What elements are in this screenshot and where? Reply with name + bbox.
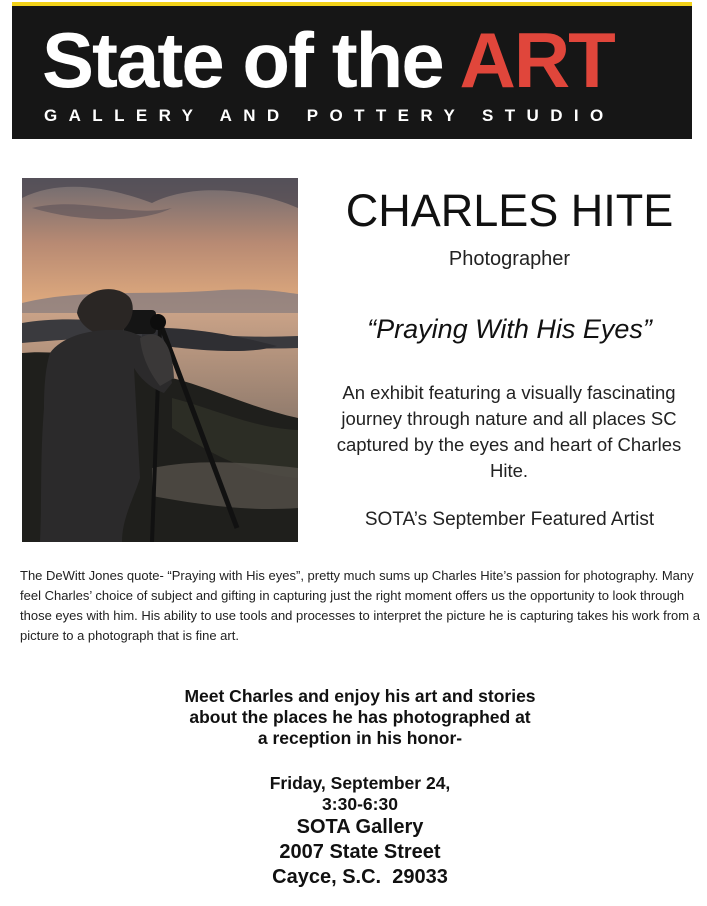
artist-role: Photographer bbox=[448, 248, 571, 270]
gallery-title-accent: ART bbox=[459, 16, 614, 104]
gallery-title-main: State of the bbox=[42, 16, 460, 104]
event-city: Cayce, S.C. 29033 bbox=[272, 866, 448, 888]
event-time: 3:30-6:30 bbox=[322, 794, 398, 814]
artist-name: CHARLES HITE bbox=[345, 185, 674, 236]
gallery-subtitle: GALLERY AND POTTERY STUDIO bbox=[44, 106, 615, 125]
gallery-banner bbox=[12, 6, 692, 139]
event-street: 2007 State Street bbox=[279, 841, 441, 863]
featured-artist-label: SOTA’s September Featured Artist bbox=[364, 509, 655, 530]
event-details bbox=[200, 773, 520, 890]
exhibit-title: “Praying With His Eyes” bbox=[367, 314, 652, 344]
invitation-line: about the places he has photographed at bbox=[189, 707, 531, 727]
gallery-title bbox=[42, 16, 614, 104]
invitation-line: a reception in his honor- bbox=[257, 728, 463, 748]
exhibit-description: An exhibit featuring a visually fascinating journey through nature and all places SC captured by the eyes and heart of Charles Hite. bbox=[336, 382, 682, 481]
event-venue: SOTA Gallery bbox=[296, 816, 424, 838]
photographer-at-sunset-image bbox=[22, 178, 298, 542]
artist-bio: The DeWitt Jones quote- “Praying with His eyes”, pretty much sums up Charles Hite’s passion for photography. Many feel Charles’ choice of subject and gifting in capturing just the right moment offers us the opportunity to look through those eyes with him. His ability to use tools and processes to interpret the picture he is capturing takes his work from a picture to a photograph that is fine art. bbox=[20, 568, 700, 643]
event-date: Friday, September 24, bbox=[269, 773, 451, 793]
reception-invitation bbox=[100, 686, 620, 749]
invitation-line: Meet Charles and enjoy his art and stories bbox=[184, 686, 536, 706]
artist-photo bbox=[22, 178, 298, 542]
